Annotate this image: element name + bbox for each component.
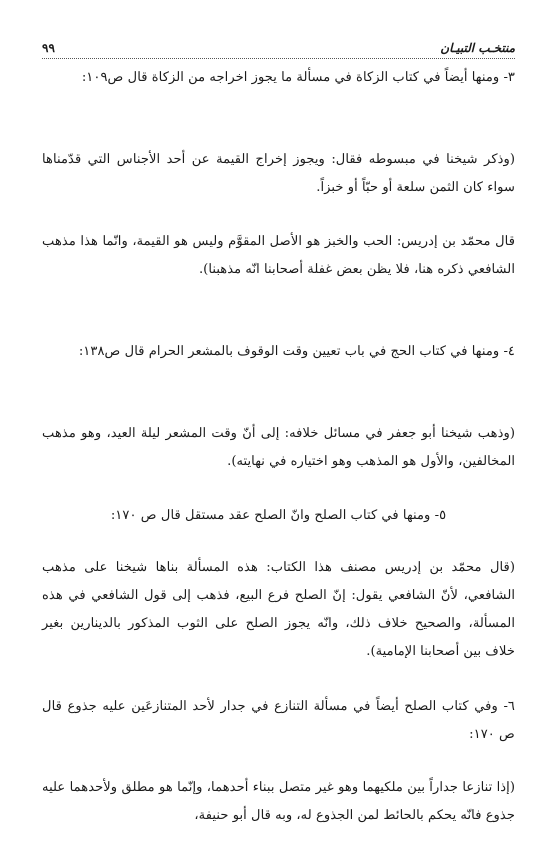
- paragraph-quote-1: (وذكر شيخنا في مبسوطه فقال: ويجوز إخراج القيمة عن أحد الأجناس التي قدّمناها سواء كان الثمن سلعة أو حبّاً أو خبزاً.: [42, 152, 515, 195]
- paragraph-quote-2: (وذهب شيخنا أبو جعفر في مسائل خلافه: إلى أنّ وقت المشعر ليلة العيد، وهو مذهب المخالفين، والأول هو المذهب وهو اختياره في نهايته).: [42, 426, 515, 469]
- running-header: [42, 40, 515, 59]
- paragraph-quote-4: (إذا تنازعا جداراً بين ملكيهما وهو غير متصل ببناء أحدهما، وإنّما هو مطلق ولأحدهما عليه جذوع فانّه يحكم بالحائط لمن الجذوع له، وبه قال أبو حنيفة،: [42, 780, 515, 823]
- paragraph-item-5: ٥- ومنها في كتاب الصلح وانّ الصلح عقد مستقل قال ص ١٧٠:: [110, 508, 447, 523]
- page-number: ٩٩: [42, 40, 59, 56]
- paragraph-item-6: ٦- وفي كتاب الصلح أيضاً في مسألة التنازع في جدار لأحد المتنازعَين عليه جذوع قال ص ١٧٠:: [42, 699, 515, 742]
- paragraph-item-4: ٤- ومنها في كتاب الحج في باب تعيين وقت الوقوف بالمشعر الحرام قال ص١٣٨:: [78, 344, 515, 359]
- paragraph-item-3: ٣- ومنها أيضاً في كتاب الزكاة في مسألة ما يجوز اخراجه من الزكاة قال ص١٠٩:: [81, 70, 515, 85]
- running-title: منتخـب التبيـان: [436, 40, 515, 56]
- paragraph-ibn-idris-1: قال محمّد بن إدريس: الحب والخبز هو الأصل المقوَّم وليس هو القيمة، وانّما هذا مذهب الشافعي ذكره هنا، فلا يظن بعض غفلة أصحابنا انّه مذهبنا).: [42, 234, 515, 277]
- paragraph-quote-3: (قال محمّد بن إدريس مصنف هذا الكتاب: هذه المسألة بناها شيخنا على مذهب الشافعي، لأنّ الشافعي يقول: إنّ الصلح فرع البيع، فذهب إلى قول الشافعي في هذه المسألة، والصحيح خلاف ذلك، وانّه يجوز الصلح على الثوب المذكور بالدينارين بغير خلاف بين أصحابنا الإمامية).: [42, 560, 515, 659]
